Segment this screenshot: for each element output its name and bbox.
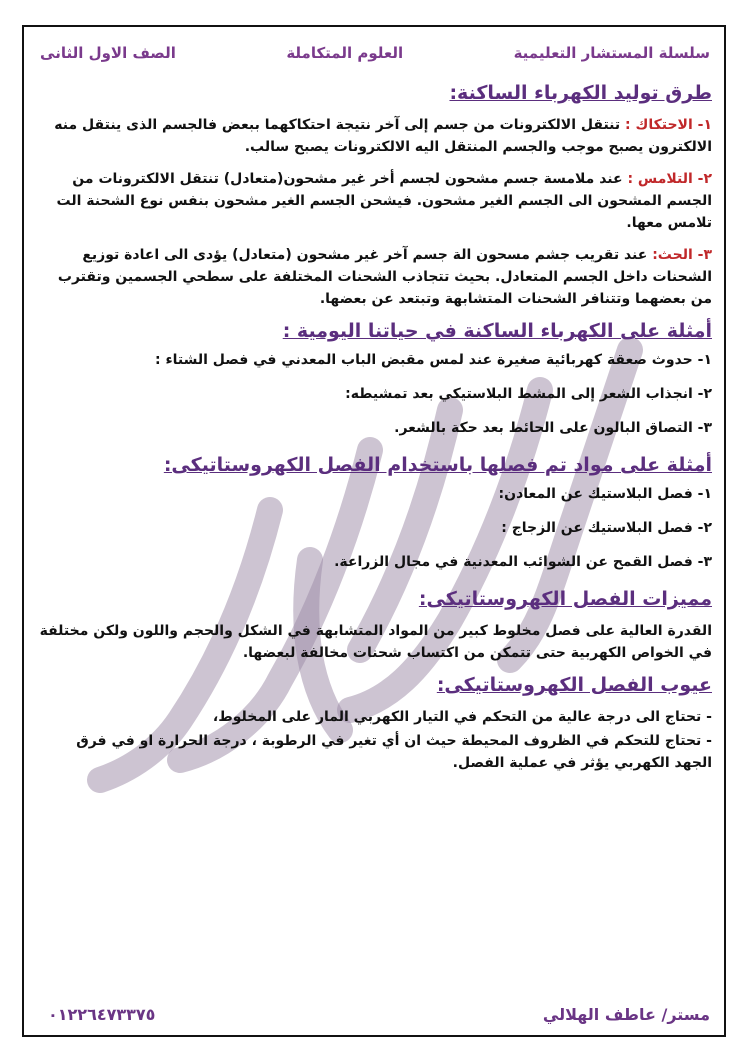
list-item: ٣- التصاق البالون على الحائط بعد حكة بالشعر. (394, 420, 712, 436)
page-footer (48, 1005, 710, 1024)
list-item: - تحتاج للتحكم في الظروف المحيطة حيث ان أي تغير في الرطوبة ، درجة الحرارة او في فرق الجهد الكهربي يؤثر في عملية الفصل. (76, 733, 712, 771)
list-item: ١- حدوث صعقة كهربائية صغيرة عند لمس مقبض الباب المعدني في فصل الشتاء : (155, 352, 712, 368)
phone-number: ٠١٢٢٦٤٧٣٣٧٥ (48, 1005, 156, 1024)
list-item: ٢- انجذاب الشعر إلى المشط البلاستيكي بعد تمشيطه: (345, 386, 712, 402)
method-label: ٢- التلامس : (627, 171, 712, 187)
section-title-advantages: مميزات الفصل الكهروستاتيكى: (418, 588, 712, 610)
method-label: ١- الاحتكاك : (625, 117, 712, 133)
list-item: ٣- فصل القمح عن الشوائب المعدنية في مجال الزراعة. (334, 554, 712, 570)
teacher-name: مستر/ عاطف الهلالي (542, 1005, 710, 1024)
method-text: تنتقل الالكترونات من جسم إلى آخر نتيجة احتكاكهما ببعض فالجسم الذى ينتقل منه الالكترون يصبح موجب والجسم المنتقل اليه الالكترونات يصبح سالب. (54, 117, 712, 155)
series-title: سلسلة المستشار التعليمية (513, 44, 710, 62)
section-title-materials: أمثلة على مواد تم فصلها باستخدام الفصل الكهروستاتيكى: (163, 454, 712, 476)
subject-title: العلوم المتكاملة (286, 44, 404, 62)
list-item: - تحتاج الى درجة عالية من التحكم في التيار الكهربي المار على المخلوط، (212, 709, 712, 725)
main-content (36, 82, 712, 784)
method-text: عند تقريب جشم مسحون الة جسم آخر غير مشحون (متعادل) يؤدى الى اعادة توزيع الشحنات داخل الجسم المتعادل. بحيث تتجاذب الشحنات المختلفة على سطحي الجسمين وتقترب من بعضهما وتتنافر الشحنات المتشابهة وتبتعد عن بعضها. (57, 247, 712, 307)
section-title-disadvantages: عيوب الفصل الكهروستاتيكى: (436, 674, 712, 696)
list-item: ٢- فصل البلاستيك عن الزجاج : (501, 520, 712, 536)
list-item: ١- فصل البلاستيك عن المعادن: (498, 486, 712, 502)
grade-title: الصف الاول الثانى (40, 44, 176, 62)
page-header (40, 44, 710, 62)
method-label: ٣- الحث: (652, 247, 712, 263)
method-friction (36, 114, 712, 158)
advantages-text: القدرة العالية على فصل مخلوط كبير من المواد المتشابهة في الشكل والحجم واللون ولكن مختلفة في الخواص الكهربية حتى تتمكن من اكتساب شحنات مخالفة لبعضها. (39, 623, 712, 661)
method-contact (36, 168, 712, 234)
method-text: عند ملامسة جسم مشحون لجسم أخر غير مشحون(متعادل) تنتقل الالكترونات من الجسم المشحون الى الجسم الغير مشحون. فيشحن الجسم الغير مشحون بنفس نوع الشحنة الت تلامس معها. (56, 171, 712, 231)
section-title-examples: أمثلة على الكهرباء الساكنة في حياتنا اليومية : (282, 320, 712, 342)
section-title-generation: طرق توليد الكهرباء الساكنة: (449, 82, 712, 104)
method-induction (36, 244, 712, 310)
